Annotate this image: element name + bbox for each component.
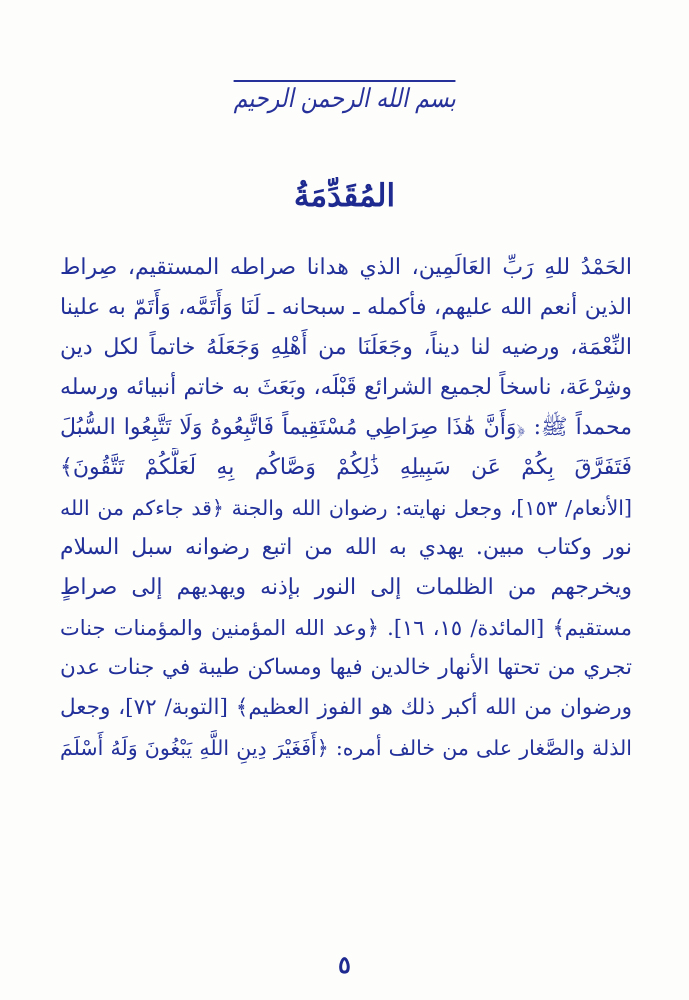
text-line: الذين أنعم الله عليهم، فأكمله ـ سبحانه ـ لَنَا وَأَتَمَّه، وَأَتَمّ به علينا	[60, 295, 632, 320]
text-line: فَتَفَرَّقَ بِكُمْ عَن سَبِيلِهِ ذَٰلِكُمْ وَصَّاكُم بِهِ لَعَلَّكُمْ تَتَّقُونَ﴾	[60, 455, 632, 480]
text-line: وشِرْعَة، ناسخاً لجميع الشرائع قَبْلَه، وبَعَثَ به خاتم أنبيائه ورسله	[60, 375, 632, 400]
page-number: ٥	[338, 950, 351, 979]
text-line: نور وكتاب مبين. يهدي به الله من اتبع رضوانه سبل السلام	[60, 535, 632, 560]
text-line: ويخرجهم من الظلمات إلى النور بإذنه ويهديهم إلى صراطٍ	[60, 575, 632, 600]
text-line: [الأنعام/ ١٥٣]، وجعل نهايته: رضوان الله والجنة ﴿قد جاءكم من الله	[60, 496, 632, 520]
page-title: المُقَدِّمَةُ	[293, 178, 396, 214]
text-line: الحَمْدُ للهِ رَبِّ العَالَمِين، الذي هدانا صراطه المستقيم، صِراط	[60, 255, 632, 280]
body-text	[60, 248, 632, 768]
text-line: تجري من تحتها الأنهار خالدين فيها ومساكن طيبة في جنات عدن	[60, 655, 632, 680]
basmala-calligraphy	[0, 80, 689, 114]
text-line: مستقيم﴾ [المائدة/ ١٥، ١٦]. ﴿وعد الله المؤمنين والمؤمنات جنات	[60, 616, 632, 640]
basmala-text: بسم الله الرحمن الرحيم	[233, 80, 455, 114]
text-line: ورضوان من الله أكبر ذلك هو الفوز العظيم﴾ [التوبة/ ٧٢]، وجعل	[60, 695, 632, 720]
text-line: الذلة والصَّغار على من خالف أمره: ﴿أَفَغَيْرَ دِينِ اللَّهِ يَبْغُونَ وَلَهُ أَسْلَمَ	[60, 736, 632, 760]
text-line: النِّعْمَة، ورضيه لنا ديناً، وجَعَلَنَا من أَهْلِهِ وَجَعَلَهُ خاتماً لكل دين	[60, 335, 632, 360]
text-line: محمداً ﷺ: ﴿وَأَنَّ هَٰذَا صِرَاطِي مُسْتَقِيماً فَاتَّبِعُوهُ وَلَا تَتَّبِعُوا السُّبُلَ	[60, 415, 632, 440]
